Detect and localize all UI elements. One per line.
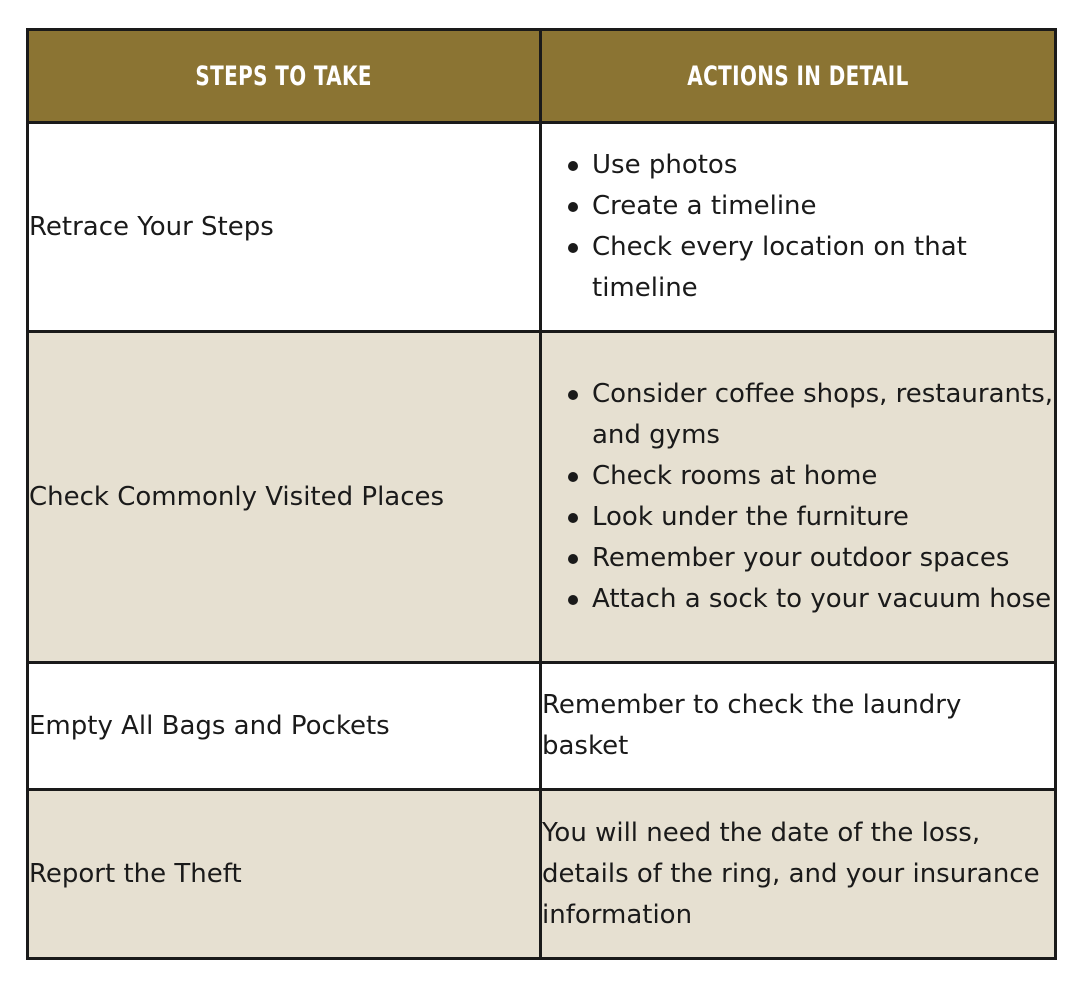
action-cell: You will need the date of the loss, details of the ring, and your insurance information [541, 790, 1056, 959]
action-cell [541, 332, 1056, 663]
table-row [28, 663, 1056, 790]
steps-table [26, 28, 1057, 960]
list-item: Use photos [542, 145, 1054, 186]
list-item: Create a timeline [542, 186, 1054, 227]
header-steps: STEPS TO TAKE [28, 30, 541, 123]
step-cell: Retrace Your Steps [28, 123, 541, 332]
table-row [28, 332, 1056, 663]
action-list [542, 145, 1054, 309]
list-item: Consider coffee shops, restaurants, and gyms [542, 374, 1054, 456]
table-header-row [28, 30, 1056, 123]
list-item: Check rooms at home [542, 456, 1054, 497]
list-item: Remember your outdoor spaces [542, 538, 1054, 579]
step-cell: Check Commonly Visited Places [28, 332, 541, 663]
action-cell: Remember to check the laundry basket [541, 663, 1056, 790]
table-row [28, 123, 1056, 332]
action-cell [541, 123, 1056, 332]
action-list [542, 374, 1054, 620]
table-row [28, 790, 1056, 959]
step-cell: Empty All Bags and Pockets [28, 663, 541, 790]
step-cell: Report the Theft [28, 790, 541, 959]
header-actions: ACTIONS IN DETAIL [541, 30, 1056, 123]
list-item: Attach a sock to your vacuum hose [542, 579, 1054, 620]
list-item: Look under the furniture [542, 497, 1054, 538]
list-item: Check every location on that timeline [542, 227, 1054, 309]
